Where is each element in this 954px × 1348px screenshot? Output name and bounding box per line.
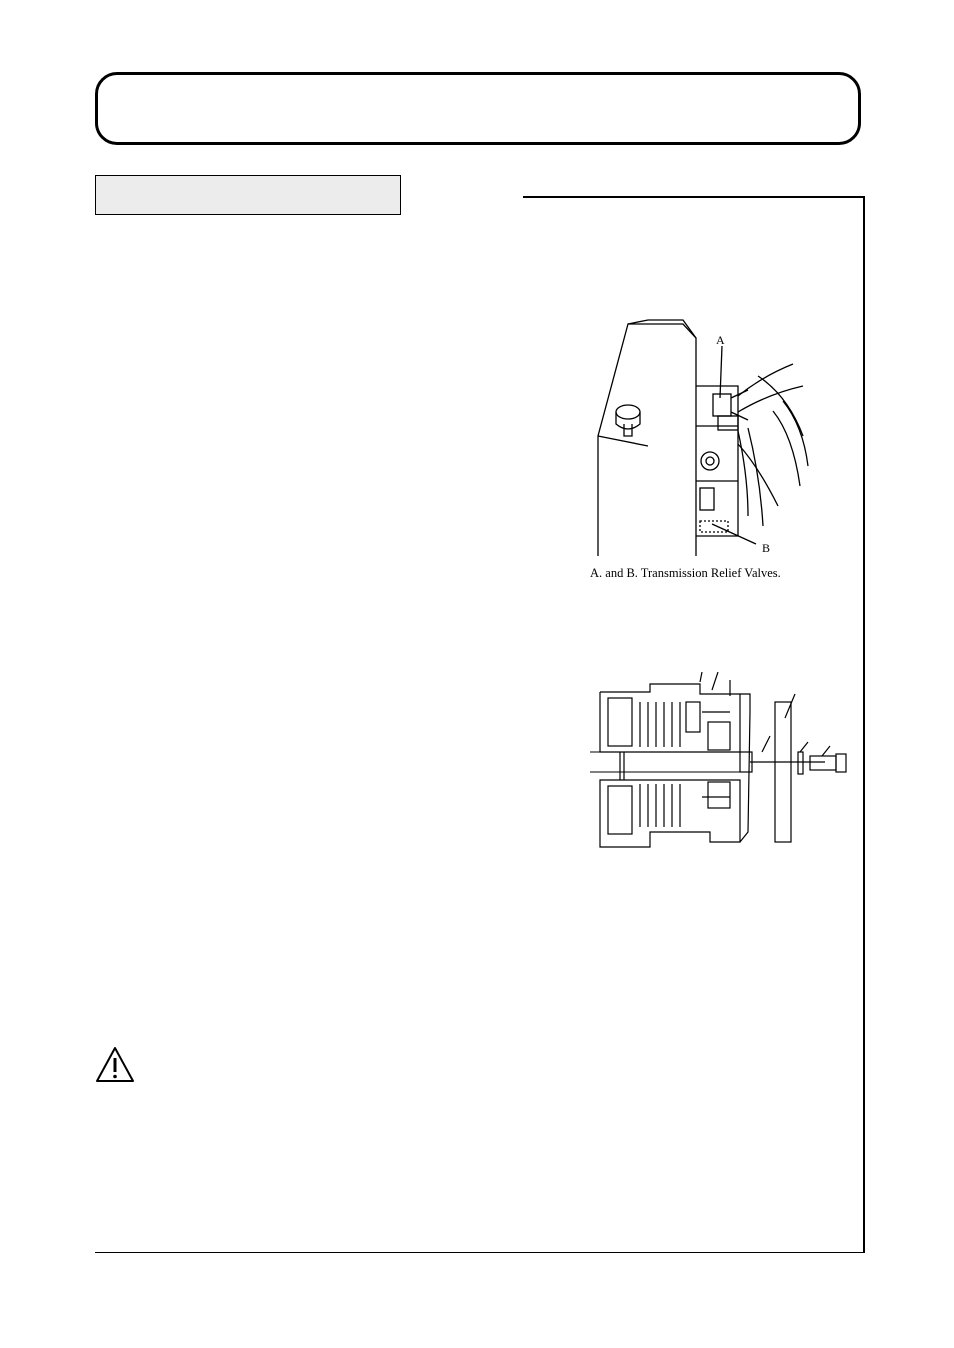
callout-b-label: B — [762, 541, 771, 555]
section-label-box — [95, 175, 401, 215]
transmission-section-drawing — [590, 672, 855, 857]
footer-rule — [95, 1252, 865, 1253]
warning-triangle-icon — [95, 1046, 135, 1089]
relief-valves-figure — [588, 316, 813, 566]
chapter-header-box — [95, 72, 861, 145]
relief-valves-drawing — [588, 316, 813, 566]
content-frame-top-rule — [523, 196, 864, 198]
content-frame-right-rule — [863, 196, 865, 1253]
callout-a-label: A — [716, 333, 725, 347]
relief-valves-caption: A. and B. Transmission Relief Valves. — [590, 566, 781, 580]
transmission-section-figure — [590, 672, 855, 857]
